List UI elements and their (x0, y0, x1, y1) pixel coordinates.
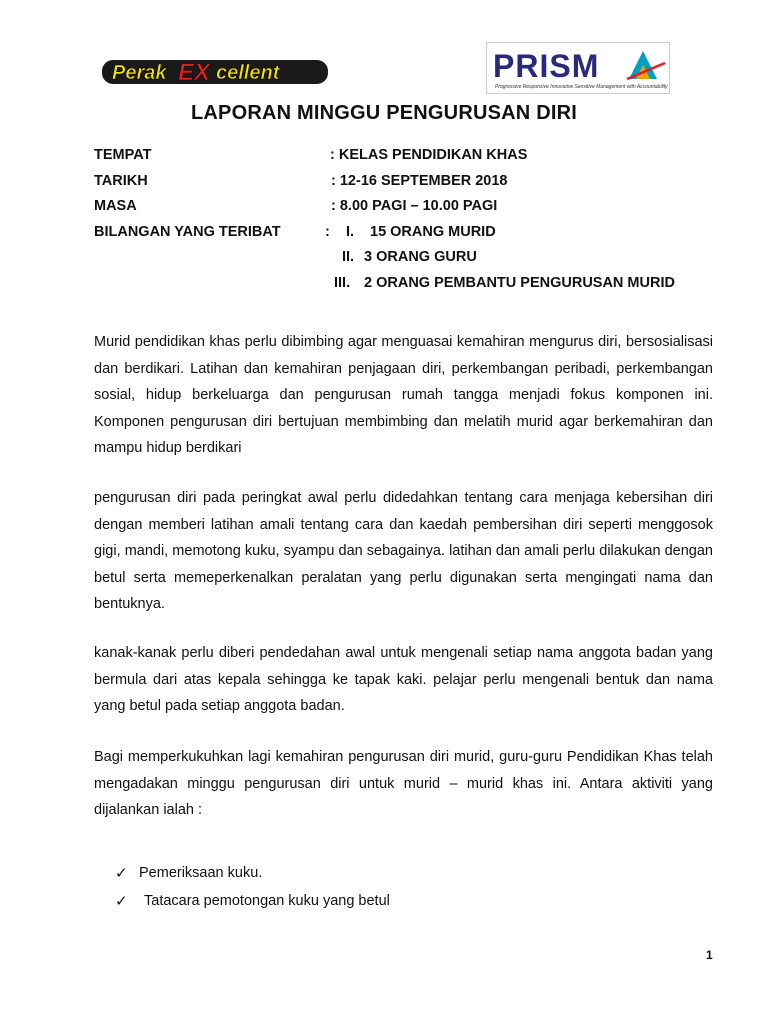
info-colon: : (325, 223, 330, 240)
info-row-masa (94, 198, 714, 224)
prisma-logo-graphic (487, 43, 669, 93)
perak-excellent-logo (100, 58, 330, 86)
paragraph-body-parts: kanak-kanak perlu diberi pendedahan awal untuk mengenali setiap nama anggota badan yang bermula dari atas kepala sehingga ke tapak kaki. pelajar perlu mengenali bentuk dan nama yang betul pada setiap anggota badan. (94, 645, 713, 714)
info-row-bilangan (94, 224, 714, 301)
info-value: : KELAS PENDIDIKAN KHAS (330, 147, 528, 163)
report-info (94, 147, 714, 301)
list-item-text: Tatacara pemotongan kuku yang betul (144, 893, 390, 909)
svg-text:Progressive Responsive Innovat: Progressive Responsive Innovative Sensitive Management with Accountability (495, 84, 668, 90)
info-label: BILANGAN YANG TERIBAT (94, 223, 281, 240)
info-value: : 12-16 SEPTEMBER 2018 (331, 172, 508, 189)
attendee-text: 2 ORANG PEMBANTU PENGURUSAN MURID (364, 274, 675, 291)
info-label: TEMPAT (94, 147, 152, 163)
attendee-numeral: II. (342, 248, 355, 265)
info-row-tempat (94, 147, 714, 173)
svg-text:PRISM: PRISM (493, 48, 600, 84)
svg-text:cellent: cellent (216, 62, 280, 84)
paragraph-activities: Bagi memperkukuhkan lagi kemahiran pengurusan diri murid, guru-guru Pendidikan Khas telah mengadakan minggu pengurusan diri untuk murid – murid khas ini. Antara aktiviti yang dijalankan ialah : (94, 749, 713, 818)
attendee-numeral: III. (334, 274, 351, 291)
paragraph-hygiene: pengurusan diri pada peringkat awal perlu didedahkan tentang cara menjaga kebersihan diri dengan memberi latihan amali tentang cara dan kaedah pembersihan diri seperti menggosok gigi, mandi, memotong kuku, syampu dan sebagainya. latihan dan amali perlu dilakukan dengan betul serta memeperkenalkan peralatan yang perlu digunakan serta mengingati nama dan bentuknya. (94, 490, 713, 612)
attendee-text: 3 ORANG GURU (364, 248, 477, 265)
info-label: TARIKH (94, 172, 148, 189)
info-row-tarikh (94, 173, 714, 199)
page-number: 1 (706, 948, 713, 962)
list-item-text: Pemeriksaan kuku. (139, 865, 263, 881)
checkmark-icon: ✓ (115, 865, 128, 882)
prisma-logo (486, 42, 670, 94)
attendee-text: 15 ORANG MURID (370, 223, 496, 240)
perak-excellent-logo-graphic (100, 58, 330, 86)
attendee-numeral: I. (346, 223, 355, 240)
info-label: MASA (94, 198, 137, 214)
paragraph-intro: Murid pendidikan khas perlu dibimbing agar menguasai kemahiran mengurus diri, bersosialisasi dan berdikari. Latihan dan kemahiran penjagaan diri, perkembangan peribadi, perkembangan sosial, hidup berkeluarga dan pengurusan rumah tangga menjadi fokus komponen ini. Komponen pengurusan diri bertujuan membimbing dan melatih murid agar berkemahiran dan mampu hidup berdikari (94, 334, 713, 456)
checkmark-icon: ✓ (115, 893, 128, 910)
svg-text:Perak: Perak (112, 62, 167, 84)
document-title: LAPORAN MINGGU PENGURUSAN DIRI (190, 102, 577, 124)
svg-text:EX: EX (178, 59, 211, 86)
info-value: : 8.00 PAGI – 10.00 PAGI (331, 198, 498, 214)
